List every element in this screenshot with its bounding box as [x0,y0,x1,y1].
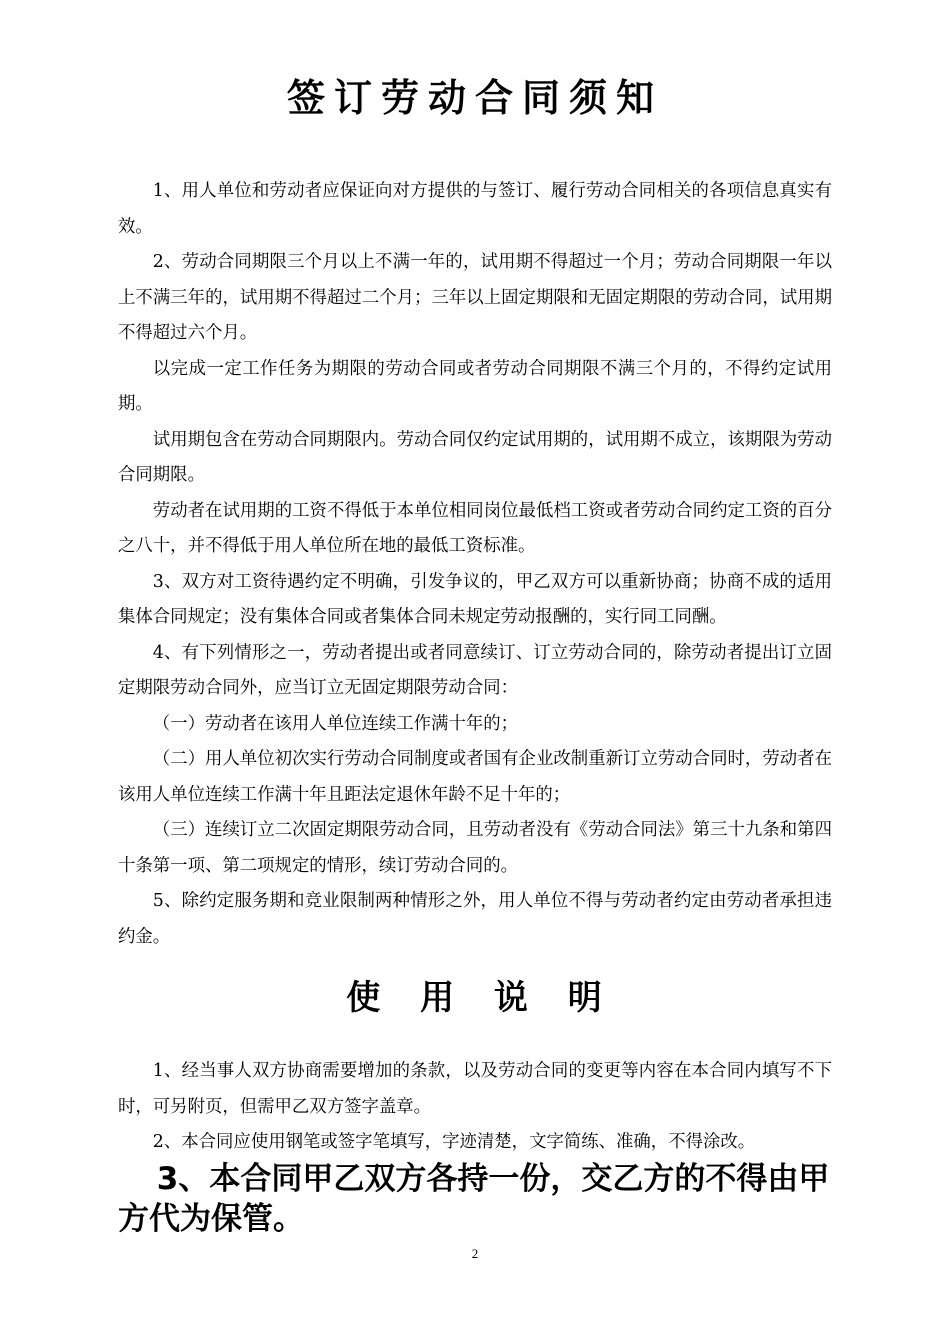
usage-title-char-4: 明 [567,978,604,1018]
page-title: 签订劳动合同须知 [286,75,663,120]
usage-instructions-title [0,968,950,1028]
notice-paragraph-6: 3、双方对工资待遇约定不明确，引发争议的，甲乙双方可以重新协商；协商不成的适用集体合同规定；没有集体合同或者集体合同未规定劳动报酬的，实行同工同酬。 [118,571,832,627]
usage-paragraph-2: 2、本合同应使用钢笔或签字笔填写，字迹清楚，文字简练、准确，不得涂改。 [152,1132,756,1152]
notice-paragraph-11: 5、除约定服务期和竞业限制两种情形之外，用人单位不得与劳动者约定由劳动者承担违约金。 [118,891,832,947]
notice-paragraph-2: 2、劳动合同期限三个月以上不满一年的，试用期不得超过一个月；劳动合同期限一年以上不满三年的，试用期不得超过二个月；三年以上固定期限和无固定期限的劳动合同，试用期不得超过六个月。 [118,252,832,343]
notice-paragraph-10: （三）连续订立二次固定期限劳动合同，且劳动者没有《劳动合同法》第三十九条和第四十条第一项、第二项规定的情形，续订劳动合同的。 [118,820,832,876]
usage-title-char-2: 用 [420,978,457,1018]
usage-title-char-3: 说 [493,978,530,1018]
custody-note: 3、本合同甲乙双方各持一份，交乙方的不得由甲方代为保管。 [118,1161,830,1237]
notice-paragraph-8: （一）劳动者在该用人单位连续工作满十年的； [152,713,519,734]
usage-title-char-1: 使 [346,978,383,1018]
page-number: 2 [471,1246,479,1261]
notice-paragraph-7: 4、有下列情形之一，劳动者提出或者同意续订、订立劳动合同的，除劳动者提出订立固定期限劳动合同外，应当订立无固定期限劳动合同： [118,642,832,698]
notice-paragraph-5: 劳动者在试用期的工资不得低于本单位相同岗位最低档工资或者劳动合同约定工资的百分之八十，并不得低于用人单位所在地的最低工资标准。 [118,500,832,556]
usage-instructions-section [118,1054,832,1161]
notice-paragraph-1: 1、用人单位和劳动者应保证向对方提供的与签订、履行劳动合同相关的各项信息真实有效。 [118,181,832,237]
usage-paragraph-1: 1、经当事人双方协商需要增加的条款，以及劳动合同的变更等内容在本合同内填写不下时，可另附页，但需甲乙双方签字盖章。 [118,1061,832,1117]
notice-paragraph-9: （二）用人单位初次实行劳动合同制度或者国有企业改制重新订立劳动合同时，劳动者在该用人单位连续工作满十年且距法定退休年龄不足十年的； [118,749,832,805]
contract-notice-section [118,174,832,955]
notice-paragraph-4: 试用期包含在劳动合同期限内。劳动合同仅约定试用期的，试用期不成立，该期限为劳动合同期限。 [118,429,832,485]
notice-paragraph-3: 以完成一定工作任务为期限的劳动合同或者劳动合同期限不满三个月的，不得约定试用期。 [118,358,832,414]
